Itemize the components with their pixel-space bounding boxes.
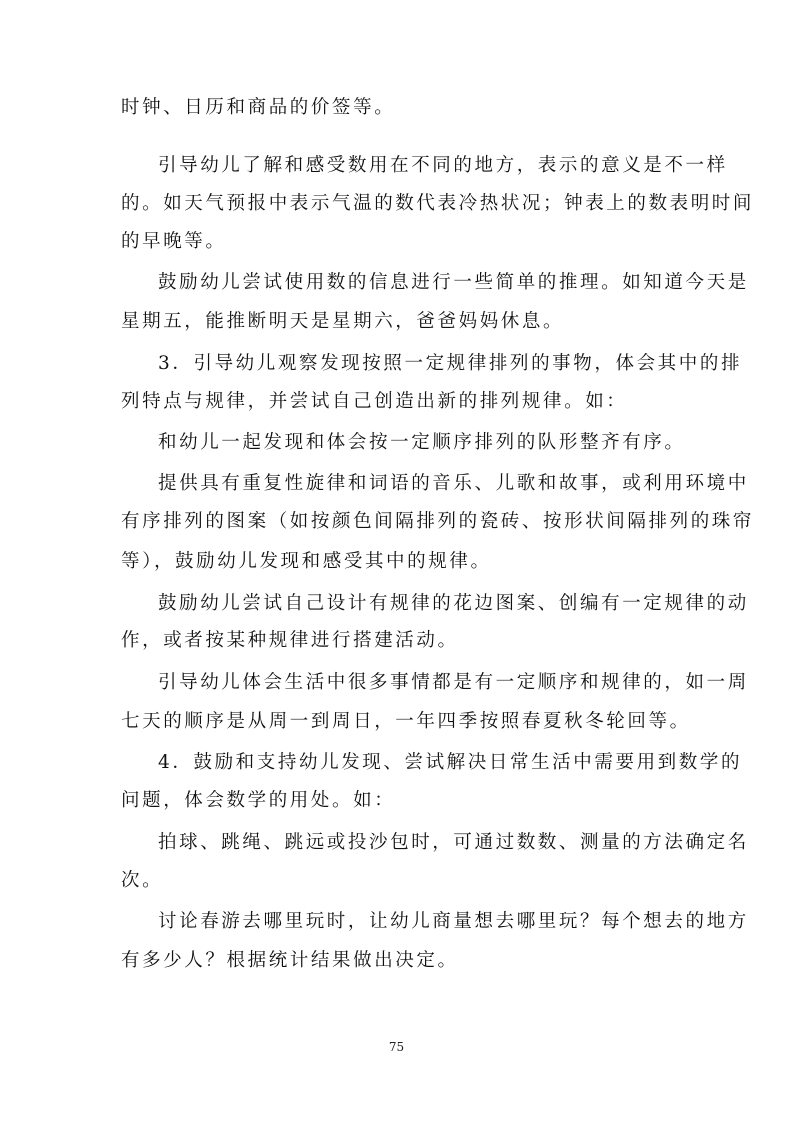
text-line: 引导幼儿体会生活中很多事情都是有一定顺序和规律的，如一周 xyxy=(158,672,749,693)
text-line: 和幼儿一起发现和体会按一定顺序排列的队形整齐有序。 xyxy=(158,432,686,453)
text-line: 引导幼儿了解和感受数用在不同的地方，表示的意义是不一样 xyxy=(158,155,728,176)
text-line: 的。如天气预报中表示气温的数代表冷热状况；钟表上的数表明时间 xyxy=(121,193,755,214)
text-line: 作，或者按某种规律进行搭建活动。 xyxy=(121,630,459,651)
text-line: 的早晚等。 xyxy=(121,231,227,252)
text-line: 有序排列的图案（如按颜色间隔排列的瓷砖、按形状间隔排列的珠帘 xyxy=(121,511,755,532)
text-line: 鼓励幼儿尝试使用数的信息进行一些简单的推理。如知道今天是 xyxy=(158,272,749,293)
text-line: 次。 xyxy=(121,870,164,891)
text-line: 等），鼓励幼儿发现和感受其中的规律。 xyxy=(121,551,492,572)
text-line: 提供具有重复性旋律和词语的音乐、儿歌和故事，或利用环境中 xyxy=(158,473,749,494)
text-line: 问题，体会数学的用处。如： xyxy=(121,790,396,811)
text-line: 七天的顺序是从周一到周日，一年四季按照春夏秋冬轮回等。 xyxy=(121,711,691,732)
text-line: 时钟、日历和商品的价签等。 xyxy=(121,97,396,118)
text-line: 拍球、跳绳、跳远或投沙包时，可通过数数、测量的方法确定名 xyxy=(158,832,749,853)
page-number: 75 xyxy=(388,1040,405,1054)
text-line: 3．引导幼儿观察发现按照一定规律排列的事物，体会其中的排 xyxy=(158,353,743,374)
text-line: 讨论春游去哪里玩时，让幼儿商量想去哪里玩？每个想去的地方 xyxy=(158,911,749,932)
text-line: 星期五，能推断明天是星期六，爸爸妈妈休息。 xyxy=(121,311,565,332)
text-line: 鼓励幼儿尝试自己设计有规律的花边图案、创编有一定规律的动 xyxy=(158,593,749,614)
text-line: 4．鼓励和支持幼儿发现、尝试解决日常生活中需要用到数学的 xyxy=(158,752,743,773)
text-line: 有多少人？根据统计结果做出决定。 xyxy=(121,950,459,971)
text-line: 列特点与规律，并尝试自己创造出新的排列规律。如： xyxy=(121,391,628,412)
